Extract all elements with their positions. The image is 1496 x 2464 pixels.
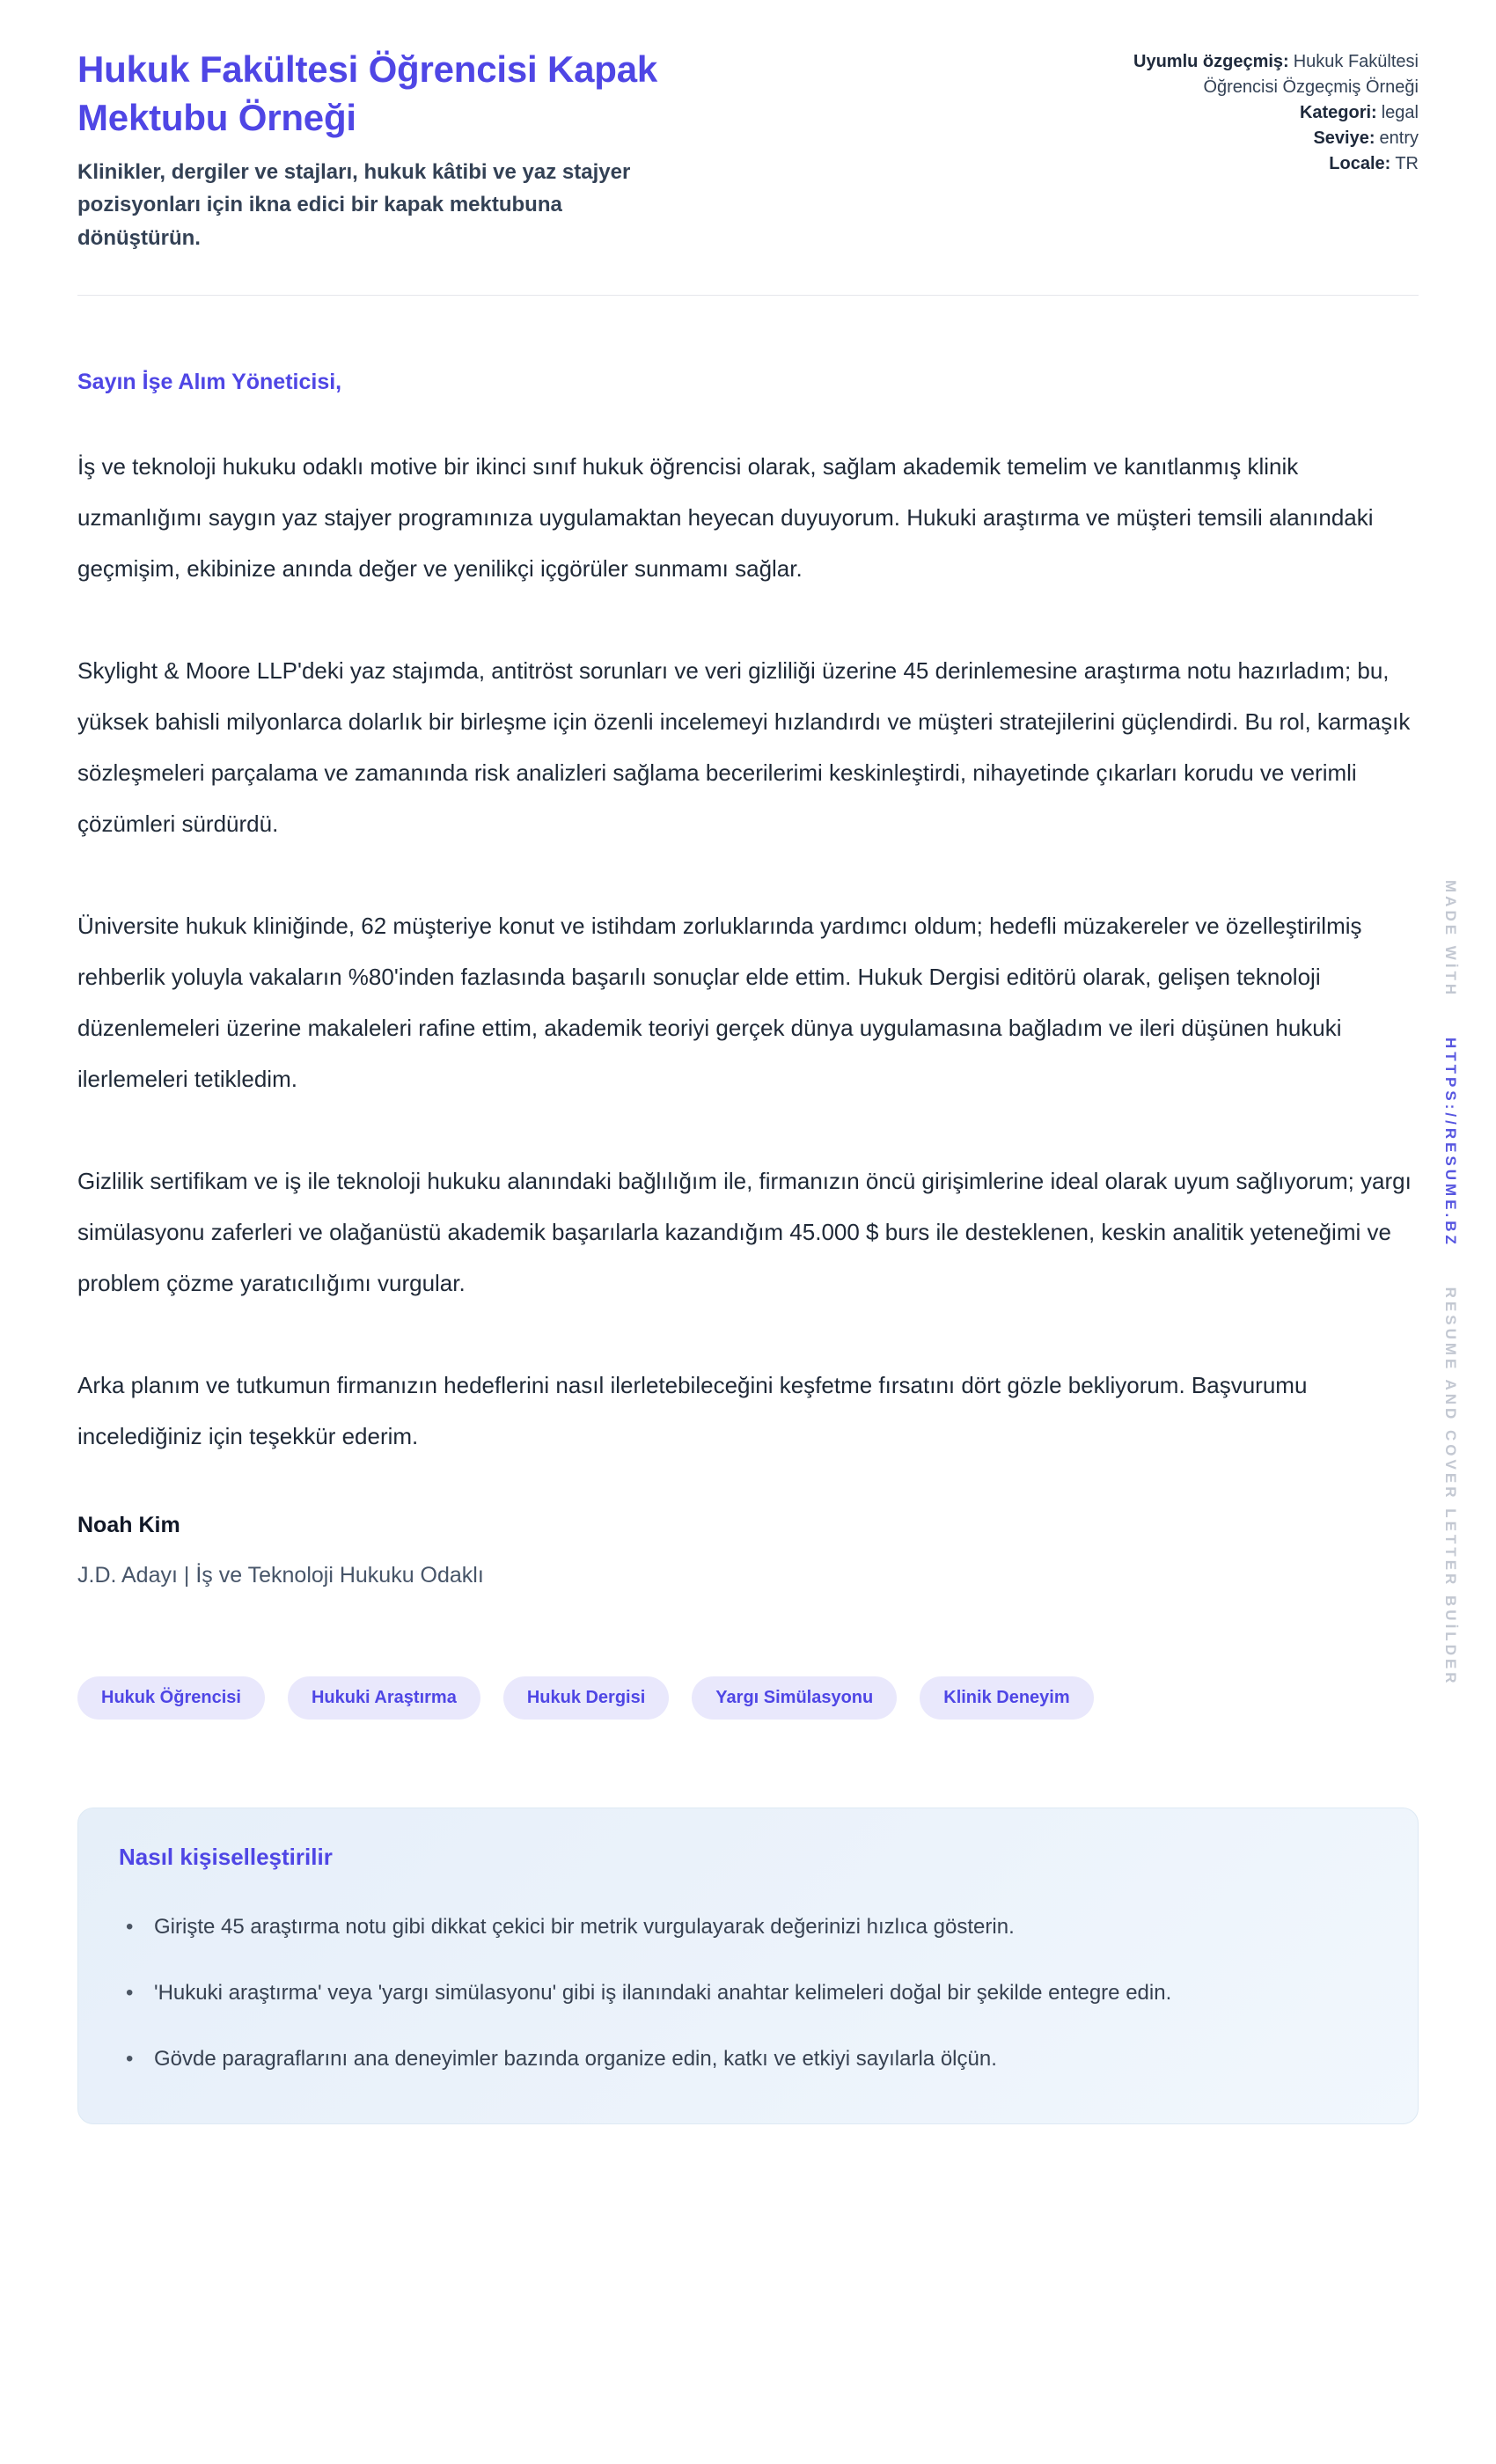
- tip-item: • Girişte 45 araştırma notu gibi dikkat çekici bir metrik vurgulayarak değerinizi hızlıca gösterin.: [119, 1903, 1298, 1951]
- letter-paragraph: Arka planım ve tutkumun firmanızın hedeflerini nasıl ilerletebileceğini keşfetme fırsatını dört gözle bekliyorum. Başvurumu incelediğiniz için teşekkür ederim.: [77, 1371, 1308, 1449]
- tag-moot-court[interactable]: Yargı Simülasyonu: [692, 1676, 897, 1720]
- page-title: Hukuk Fakültesi Öğrencisi Kapak Mektubu Örneği: [77, 48, 658, 138]
- page-subtitle: Klinikler, dergiler ve stajları, hukuk kâtibi ve yaz stajyer pozisyonları için ikna edici bir kapak mektubuna dönüştürün.: [77, 160, 631, 250]
- watermark-made-with-text: MADE WİTH: [1442, 880, 1459, 999]
- tag-legal-research[interactable]: Hukuki Araştırma: [288, 1676, 480, 1720]
- tag-law-review[interactable]: Hukuk Dergisi: [503, 1676, 669, 1720]
- meta-label: Seviye:: [1313, 128, 1375, 148]
- meta-label: Kategori:: [1299, 103, 1377, 122]
- tip-item: • 'Hukuki araştırma' veya 'yargı simülasyonu' gibi iş ilanındaki anahtar kelimeleri doğal bir şekilde entegre edin.: [119, 1969, 1298, 2017]
- tag-list: [77, 1676, 1419, 1720]
- tips-list: [119, 1903, 1377, 2083]
- meta-value: legal: [1381, 103, 1419, 122]
- tip-item: • Gövde paragraflarını ana deneyimler bazında organize edin, katkı ve etkiyi sayılarla ölçün.: [119, 2035, 1298, 2083]
- meta-row-level: [1115, 126, 1419, 151]
- meta-value: Hukuk Fakültesi Öğrencisi Özgeçmiş Örneği: [1203, 52, 1419, 97]
- letter-paragraph: Skylight & Moore LLP'deki yaz stajımda, antitröst sorunları ve veri gizliliği üzerine 45 derinlemesine araştırma notu hazırladım; bu, yüksek bahisli milyonlarca dolarlık bir birleşme için özenli incelemeyi hızlandırdı ve müşteri stratejilerini güçlendirdi. Bu rol, karmaşık sözleşmeleri parçalama ve zamanında risk analizleri sağlama becerilerimi keskinleştirdi, nihayetinde çıkarları korudu ve verimli çözümleri sürdürdü.: [77, 656, 1411, 837]
- letter-paragraph: Gizlilik sertifikam ve iş ile teknoloji hukuku alanındaki bağlılığım ile, firmanızın öncü girişimlerine ideal olarak uyum sağlıyorum; yargı simülasyonu zaferleri ve olağanüstü akademik başarılarla kazandığım 45.000 $ burs ile desteklenen, keskin analitik yeteneğimi ve problem çözme yaratıcılığımı vurgular.: [77, 1167, 1412, 1296]
- meta-row-matching-resume: [1115, 49, 1419, 100]
- tag-clinic-experience[interactable]: Klinik Deneyim: [920, 1676, 1093, 1720]
- letter-paragraphs: [77, 441, 1419, 1462]
- page-header: [77, 46, 1419, 254]
- letter-paragraph: İş ve teknoloji hukuku odaklı motive bir ikinci sınıf hukuk öğrencisi olarak, sağlam akademik temelim ve kanıtlanmış klinik uzmanlığımı saygın yaz stajyer programınıza uygulamaktan heyecan duyuyorum. Hukuki araştırma ve müşteri temsili alanındaki geçmişim, ekibinize anında değer ve yenilikçi içgörüler sunmamı sağlar.: [77, 452, 1374, 582]
- tips-title: Nasıl kişiselleştirilir: [119, 1843, 333, 1870]
- header-title-block: [77, 46, 693, 254]
- signature-title: J.D. Adayı | İş ve Teknoloji Hukuku Odaklı: [77, 1562, 484, 1588]
- tag-law-student[interactable]: Hukuk Öğrencisi: [77, 1676, 265, 1720]
- meta-label: Locale:: [1329, 154, 1391, 173]
- vertical-watermark: [1441, 880, 1459, 1687]
- letter-paragraph: Üniversite hukuk kliniğinde, 62 müşteriye konut ve istihdam zorluklarında yardımcı oldum; hedefli müzakereler ve özelleştirilmiş rehberlik yoluyla vakaların %80'inden fazlasında başarılı sonuçlar elde ettim. Hukuk Dergisi editörü olarak, gelişen teknoloji düzenlemeleri üzerine makaleleri rafine ettim, akademik teoriyi gerçek dünya uygulamasına bağladım ve ileri düşünen hukuki ilerlemeleri tetikledim.: [77, 912, 1362, 1092]
- meta-label: Uyumlu özgeçmiş:: [1133, 52, 1289, 71]
- watermark-site-link[interactable]: HTTPS://RESUME.BZ: [1442, 1037, 1459, 1248]
- letter-signature: [77, 1513, 1419, 1588]
- header-divider: [77, 295, 1419, 296]
- letter-body: [77, 370, 1419, 1588]
- meta-value: entry: [1379, 128, 1419, 148]
- meta-row-locale: [1115, 151, 1419, 177]
- personalization-tips-box: [77, 1808, 1419, 2124]
- signature-name: Noah Kim: [77, 1512, 180, 1537]
- meta-panel: [1115, 46, 1419, 177]
- letter-greeting: Sayın İşe Alım Yöneticisi,: [77, 369, 342, 394]
- meta-row-category: [1115, 100, 1419, 126]
- meta-value: TR: [1395, 154, 1419, 173]
- watermark-builder-text: RESUME AND COVER LETTER BUİLDER: [1442, 1287, 1459, 1687]
